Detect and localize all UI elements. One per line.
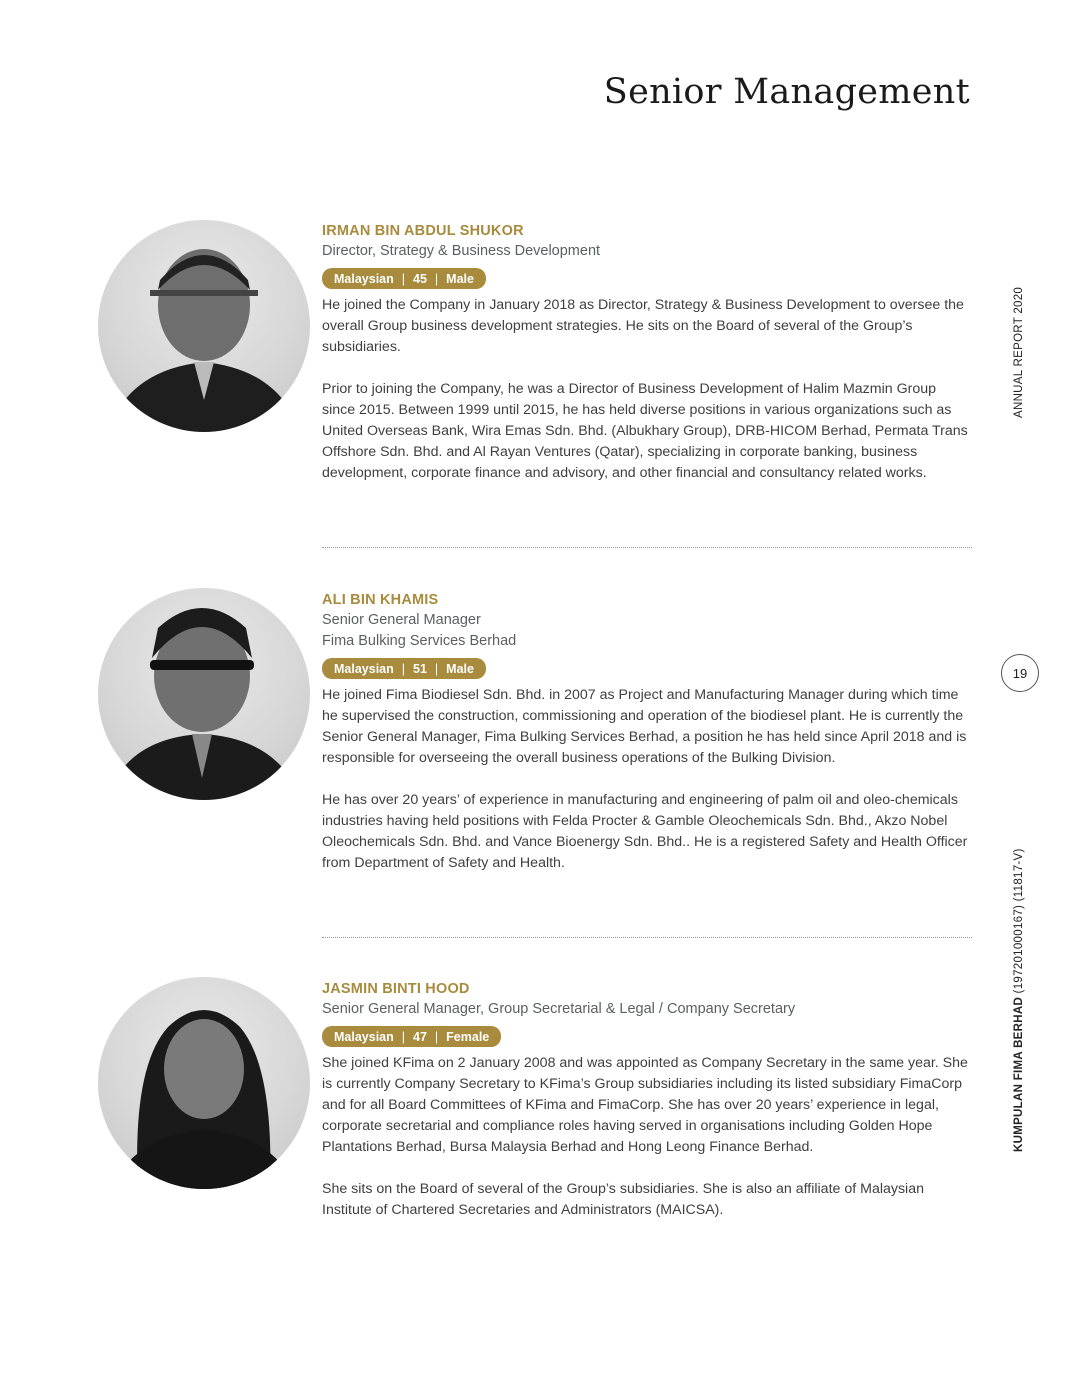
person-role: Senior General Manager: [322, 612, 481, 628]
bio-paragraph: She joined KFima on 2 January 2008 and was appointed as Company Secretary in the same year. She is currently Company Secretary to KFima’s Group subsidiaries including its listed subsidiary FimaCorp and for all Board Committees of KFima and FimaCorp. She has over 20 years’ experience in legal, corporate secretarial and compliance roles having served in organisations including Golden Hope Plantations Berhad, Bursa Malaysia Berhad and Hong Leong Finance Berhad.: [322, 1055, 968, 1155]
profile-info: [322, 590, 972, 874]
age: 51: [413, 661, 427, 676]
bio-paragraph: He joined Fima Biodiesel Sdn. Bhd. in 2007 as Project and Manufacturing Manager during which time he supervised the construction, commissioning and operation of the biodiesel plant. He is currently the Senior General Manager, Fima Bulking Services Berhad, a position he has held since April 2018 and is responsible for overseeing the overall business operations of the Bulking Division.: [322, 687, 967, 766]
demographic-badge: Malaysian | 51 | Male: [322, 658, 486, 679]
portrait-photo: [98, 220, 310, 432]
person-name: IRMAN BIN ABDUL SHUKOR: [322, 223, 524, 239]
bio-paragraph: He joined the Company in January 2018 as Director, Strategy & Business Development to oversee the overall Group business development strategies. He sits on the Board of several of the Group’s subsidiaries.: [322, 297, 964, 355]
profile-info: [322, 979, 972, 1221]
gender: Male: [446, 271, 474, 286]
person-silhouette-icon: [98, 588, 310, 800]
bio-paragraph: She sits on the Board of several of the Group’s subsidiaries. She is also an affiliate of Malaysian Institute of Chartered Secretaries and Administrators (MAICSA).: [322, 1181, 924, 1218]
portrait-photo: [98, 977, 310, 1189]
demographic-badge: Malaysian | 47 | Female: [322, 1026, 501, 1047]
person-role: Director, Strategy & Business Development: [322, 243, 601, 259]
page-title: Senior Management: [603, 72, 970, 112]
person-name: ALI BIN KHAMIS: [322, 592, 439, 608]
age: 45: [413, 271, 427, 286]
section-divider: [322, 937, 972, 938]
demographic-badge: Malaysian | 45 | Male: [322, 268, 486, 289]
age: 47: [413, 1029, 427, 1044]
company-registration: (197201000167) (11817-V): [1013, 848, 1025, 994]
company-name: KUMPULAN FIMA BERHAD: [1013, 996, 1025, 1152]
bio-paragraph: He has over 20 years’ of experience in manufacturing and engineering of palm oil and oleo-chemicals industries having held positions with Felda Procter & Gamble Oleochemicals Sdn. Bhd., Akzo Nobel Oleochemicals Sdn. Bhd. and Vance Bioenergy Sdn. Bhd.. He is a registered Safety and Health Officer from Department of Safety and Health.: [322, 792, 968, 871]
bio-paragraph: Prior to joining the Company, he was a Director of Business Development of Halim Mazmin Group since 2015. Between 1999 until 2015, he has held diverse positions in various organizations such as United Overseas Bank, Wira Emas Sdn. Bhd. (Albukhary Group), DRB-HICOM Berhad, Permata Trans Offshore Sdn. Bhd. and Al Rayan Ventures (Qatar), specializing in corporate banking, business development, corporate finance and advisory, and other financial and consultancy related works.: [322, 381, 968, 481]
gender: Female: [446, 1029, 490, 1044]
page-number: 19: [1001, 654, 1039, 692]
person-role: Senior General Manager, Group Secretarial & Legal / Company Secretary: [322, 1001, 796, 1017]
person-name: JASMIN BINTI HOOD: [322, 981, 470, 997]
side-report-label: ANNUAL REPORT 2020: [1013, 286, 1025, 418]
profile-info: [322, 221, 972, 484]
section-divider: [322, 547, 972, 548]
side-company-label: [1013, 848, 1025, 1152]
person-silhouette-icon: [98, 977, 310, 1189]
person-silhouette-icon: [98, 220, 310, 432]
portrait-photo: [98, 588, 310, 800]
nationality: Malaysian: [334, 661, 394, 676]
nationality: Malaysian: [334, 271, 394, 286]
person-company: Fima Bulking Services Berhad: [322, 633, 517, 649]
gender: Male: [446, 661, 474, 676]
nationality: Malaysian: [334, 1029, 394, 1044]
